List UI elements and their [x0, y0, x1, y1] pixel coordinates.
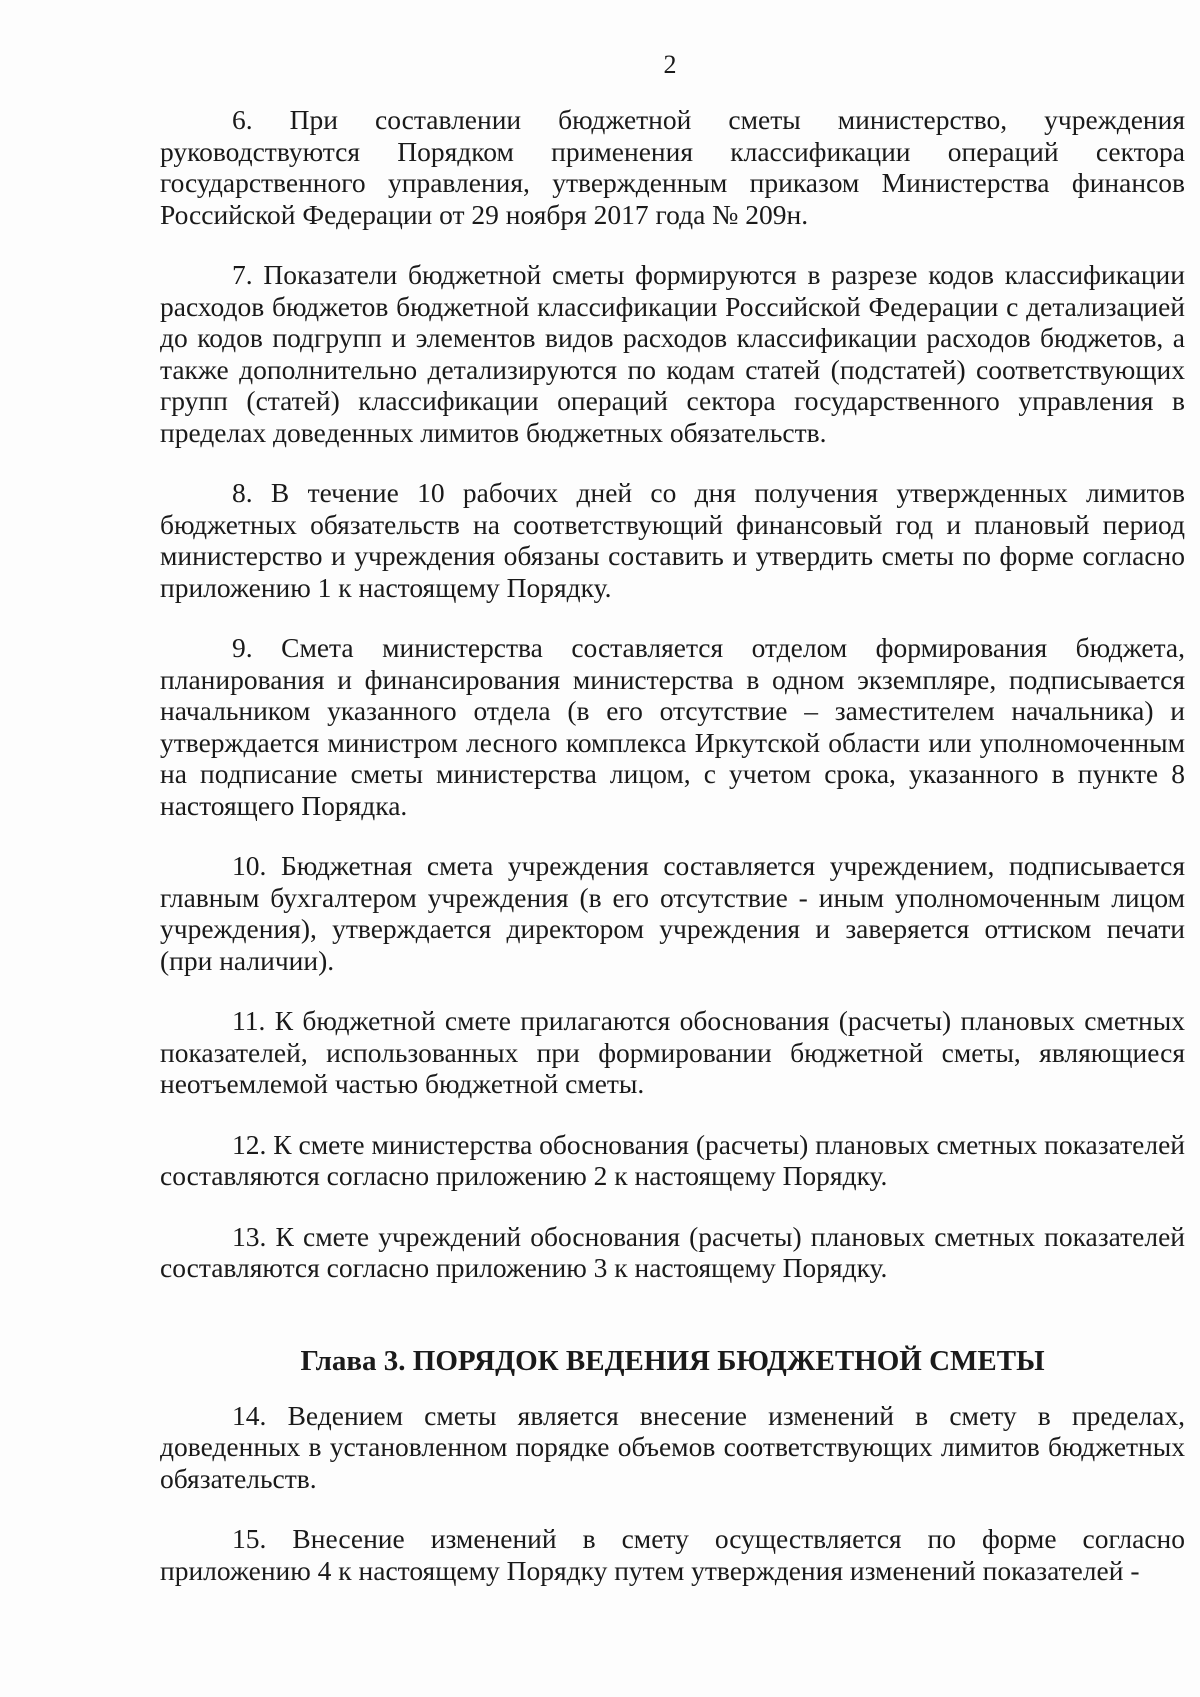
- page-number: 2: [663, 50, 677, 79]
- paragraph-9: 9. Смета министерства составляется отделом формирования бюджета, планирования и финансирования министерства в одном экземпляре, подписывается начальником указанного отдела (в его отсутствие – заместителем начальника) и утверждается министром лесного комплекса Иркутской области или уполномоченным на подписание сметы министерства лицом, с учетом срока, указанного в пункте 8 настоящего Порядка.: [160, 632, 1185, 821]
- paragraph-15: 15. Внесение изменений в смету осуществляется по форме согласно приложению 4 к настоящему Порядку путем утверждения изменений показателей -: [160, 1523, 1185, 1586]
- paragraph-10: 10. Бюджетная смета учреждения составляется учреждением, подписывается главным бухгалтером учреждения (в его отсутствие - иным уполномоченным лицом учреждения), утверждается директором учреждения и заверяется оттиском печати (при наличии).: [160, 850, 1185, 976]
- paragraph-14: 14. Ведением сметы является внесение изменений в смету в пределах, доведенных в установленном порядке объемов соответствующих лимитов бюджетных обязательств.: [160, 1399, 1185, 1494]
- paragraph-12: 12. К смете министерства обоснования (расчеты) плановых сметных показателей составляются согласно приложению 2 к настоящему Порядку.: [160, 1128, 1185, 1191]
- document-body: [160, 104, 1185, 1586]
- paragraph-6: 6. При составлении бюджетной сметы министерство, учреждения руководствуются Порядком применения классификации операций сектора государственного управления, утвержденным приказом Министерства финансов Российской Федерации от 29 ноября 2017 года № 209н.: [160, 104, 1185, 230]
- paragraph-7: 7. Показатели бюджетной сметы формируются в разрезе кодов классификации расходов бюджетов бюджетной классификации Российской Федерации с детализацией до кодов подгрупп и элементов видов расходов классификации расходов бюджетов, а также дополнительно детализируются по кодам статей (подстатей) соответствующих групп (статей) классификации операций сектора государственного управления в пределах доведенных лимитов бюджетных обязательств.: [160, 259, 1185, 448]
- paragraph-13: 13. К смете учреждений обоснования (расчеты) плановых сметных показателей составляются согласно приложению 3 к настоящему Порядку.: [160, 1220, 1185, 1283]
- chapter-heading: Глава 3. ПОРЯДОК ВЕДЕНИЯ БЮДЖЕТНОЙ СМЕТЫ: [300, 1344, 1045, 1377]
- paragraph-8: 8. В течение 10 рабочих дней со дня получения утвержденных лимитов бюджетных обязательств на соответствующий финансовый год и плановый период министерство и учреждения обязаны составить и утвердить сметы по форме согласно приложению 1 к настоящему Порядку.: [160, 477, 1185, 603]
- paragraph-11: 11. К бюджетной смете прилагаются обоснования (расчеты) плановых сметных показателей, использованных при формировании бюджетной сметы, являющиеся неотъемлемой частью бюджетной сметы.: [160, 1005, 1185, 1099]
